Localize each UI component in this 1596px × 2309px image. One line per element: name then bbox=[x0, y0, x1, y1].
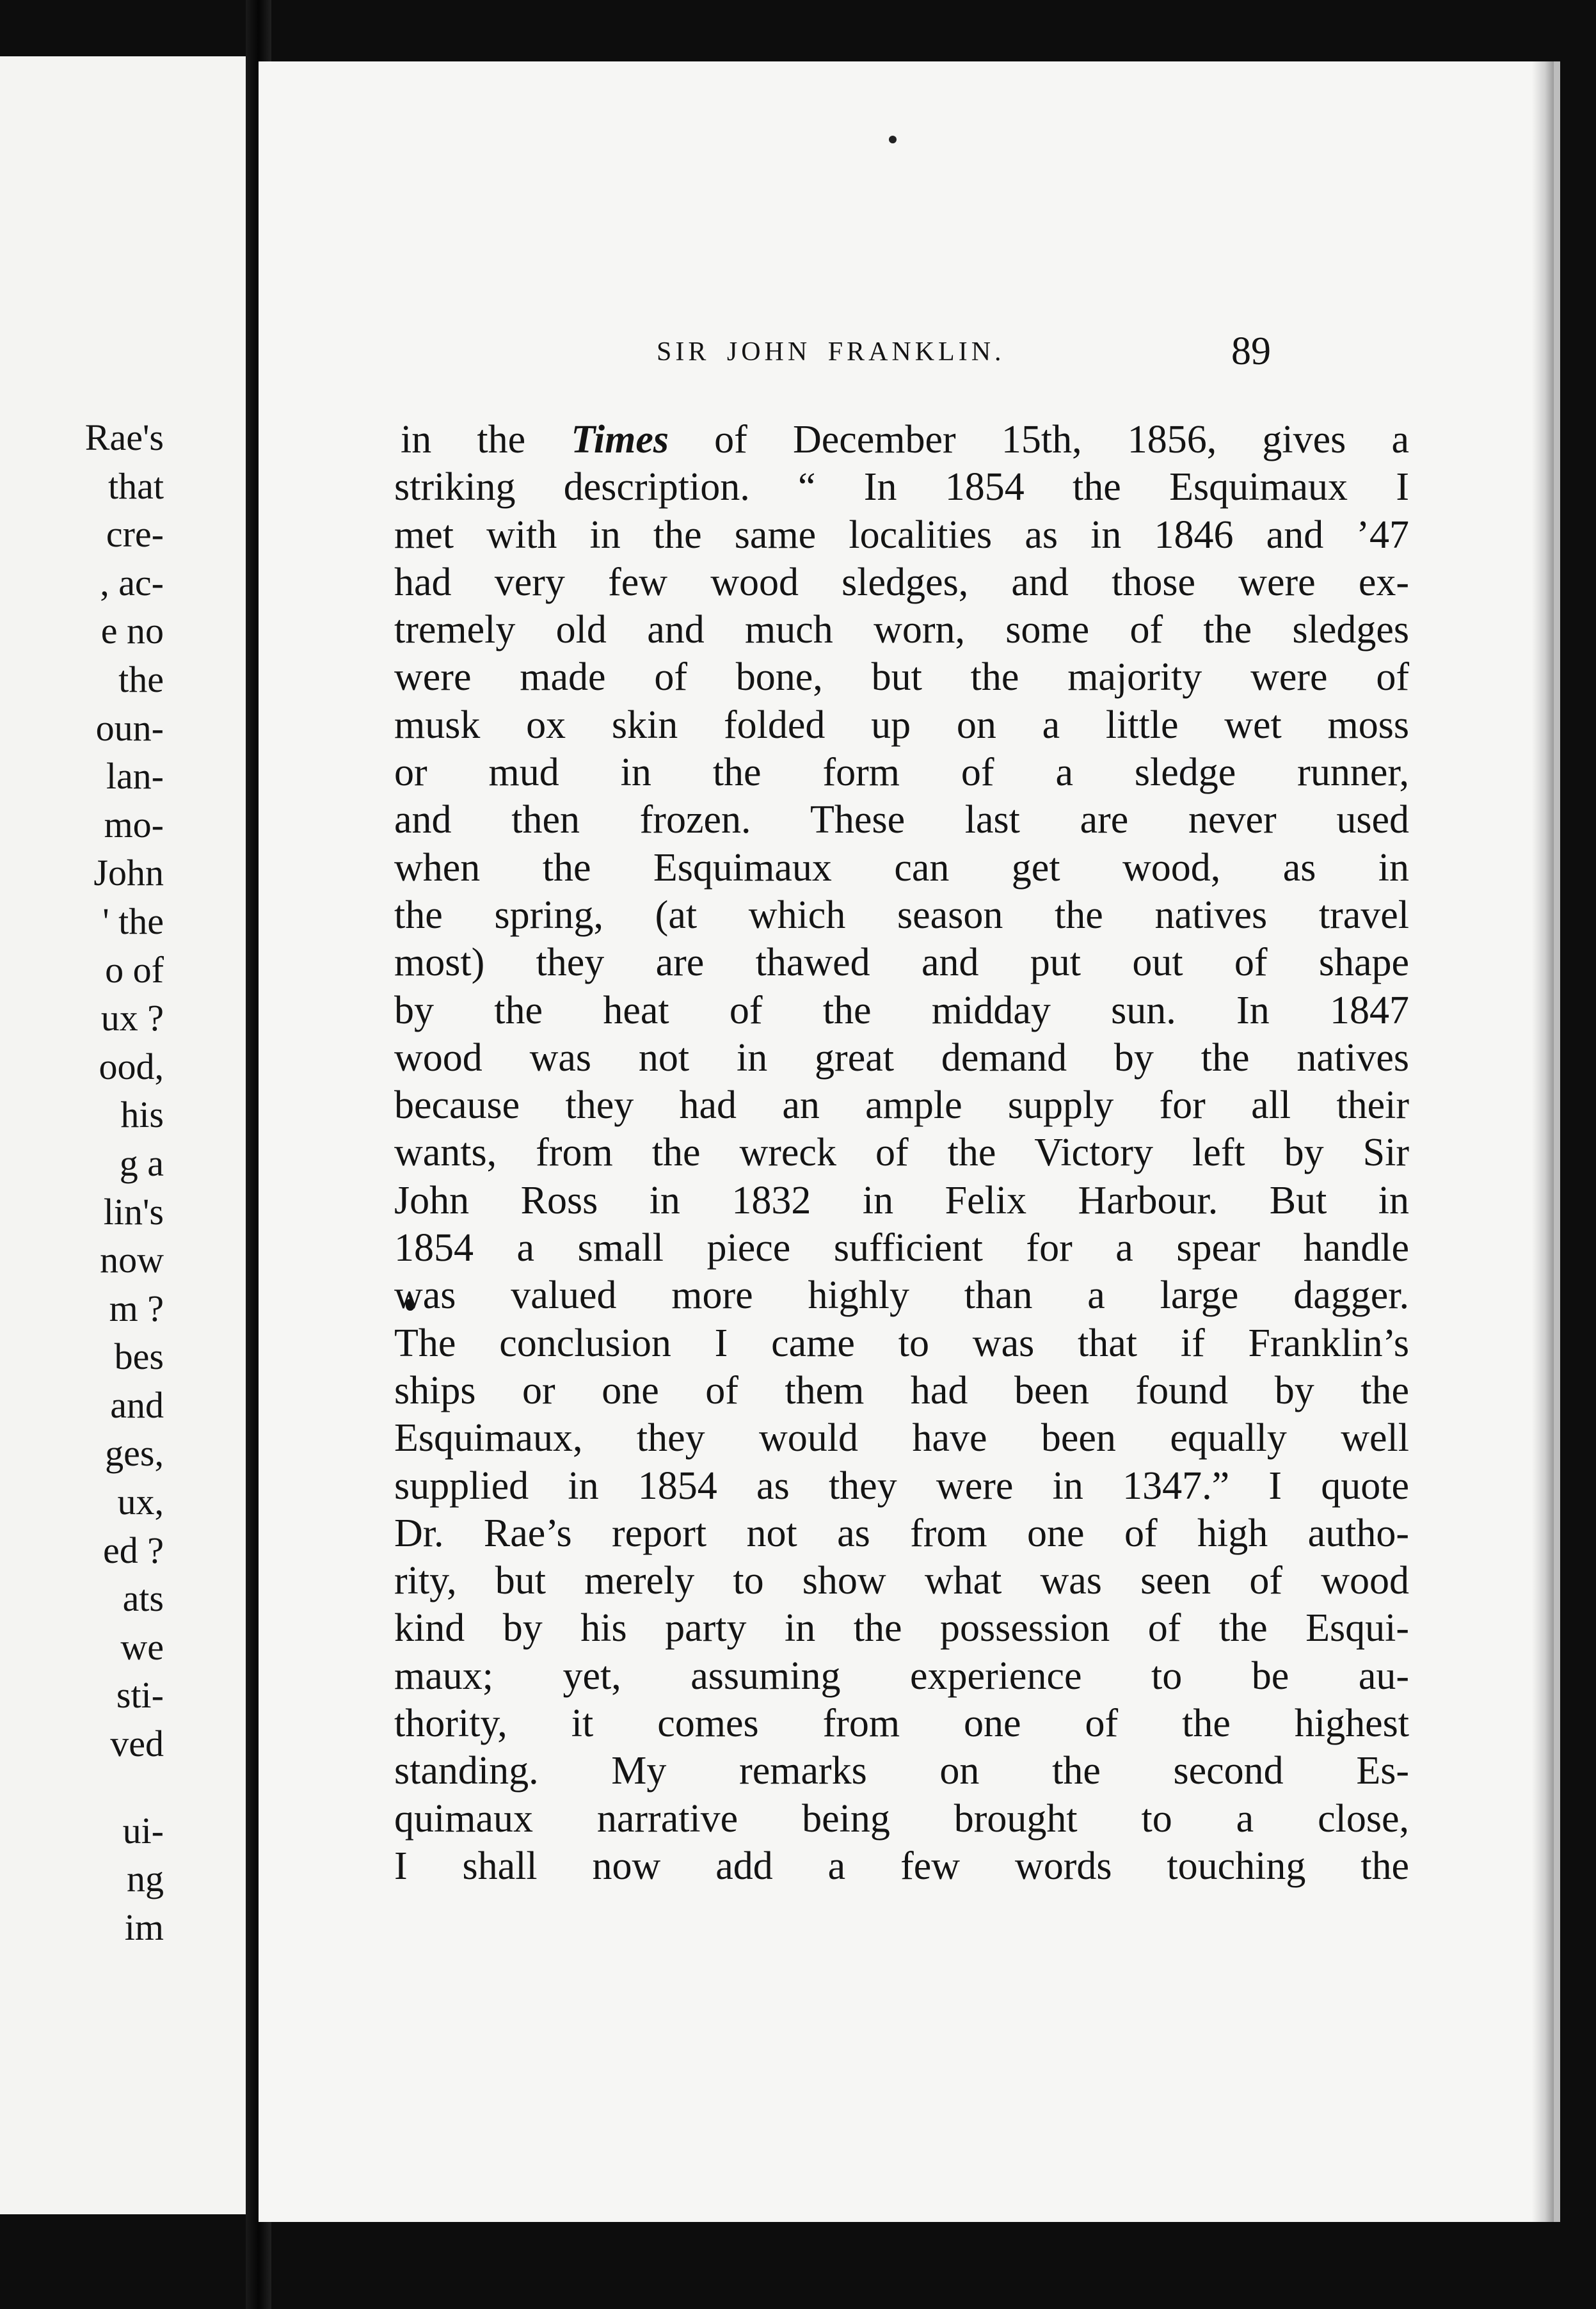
text-line bbox=[394, 416, 1409, 463]
text-line: was valued more highly than a large dagger. bbox=[394, 1274, 1409, 1318]
text-line: striking description. “ In 1854 the Esquimaux I bbox=[394, 465, 1409, 509]
left-fragment: and bbox=[110, 1384, 164, 1426]
text-line: Dr. Rae’s report not as from one of high autho- bbox=[394, 1511, 1409, 1555]
page-number: 89 bbox=[1231, 330, 1271, 373]
italic-title: Times bbox=[571, 418, 669, 461]
text-line: tremely old and much worn, some of the sledges bbox=[394, 608, 1409, 652]
text-line: or mud in the form of a sledge runner, bbox=[394, 751, 1409, 795]
text-line: John Ross in 1832 in Felix Harbour. But in bbox=[394, 1178, 1409, 1222]
left-fragment: sti- bbox=[116, 1674, 164, 1716]
left-fragment: ux ? bbox=[100, 997, 164, 1039]
text-line: the spring, (at which season the natives travel bbox=[394, 893, 1409, 937]
left-page bbox=[0, 56, 246, 2214]
left-fragment: John bbox=[93, 852, 164, 894]
left-fragment: o of bbox=[105, 948, 164, 991]
body-text bbox=[394, 416, 1409, 1890]
text-line: had very few wood sledges, and those were ex- bbox=[394, 560, 1409, 604]
left-fragment: cre- bbox=[106, 513, 164, 555]
left-fragment: we bbox=[120, 1626, 164, 1668]
left-fragment: that bbox=[108, 465, 164, 507]
left-fragment: ux, bbox=[117, 1481, 164, 1523]
text-line: I shall now add a few words touching the bbox=[394, 1844, 1409, 1888]
left-fragment: ui- bbox=[122, 1809, 164, 1851]
left-fragment-gap bbox=[85, 1768, 164, 1807]
text-line: standing. My remarks on the second Es- bbox=[394, 1749, 1409, 1793]
text-line: most) they are thawed and put out of shape bbox=[394, 941, 1409, 985]
page-edge-shadow bbox=[1532, 61, 1554, 2222]
left-fragment: mo- bbox=[104, 803, 164, 845]
text-line: supplied in 1854 as they were in 1347.” I quote bbox=[394, 1464, 1409, 1508]
text-fragment: in the bbox=[401, 418, 571, 461]
left-fragment: lin's bbox=[103, 1190, 164, 1233]
left-fragment: g a bbox=[119, 1142, 164, 1184]
text-line: maux; yet, assuming experience to be au- bbox=[394, 1654, 1409, 1698]
left-fragment: , ac- bbox=[100, 561, 164, 603]
text-fragment: of December 15th, 1856, gives a bbox=[668, 418, 1409, 461]
left-fragment: oun- bbox=[95, 707, 164, 749]
left-fragment: ood, bbox=[99, 1045, 164, 1087]
left-page-text-fragments bbox=[85, 413, 164, 1951]
left-fragment: the bbox=[118, 658, 164, 700]
right-page bbox=[259, 61, 1560, 2222]
left-fragment: Rae's bbox=[84, 417, 164, 458]
left-fragment: e no bbox=[100, 610, 164, 652]
text-line: musk ox skin folded up on a little wet moss bbox=[394, 703, 1409, 747]
text-line: wood was not in great demand by the natives bbox=[394, 1035, 1409, 1080]
left-fragment: bes bbox=[114, 1336, 164, 1378]
text-line: quimaux narrative being brought to a close, bbox=[394, 1796, 1409, 1841]
text-line: were made of bone, but the majority were of bbox=[394, 655, 1409, 699]
text-line: 1854 a small piece sufficient for a spear handle bbox=[394, 1226, 1409, 1270]
text-line: by the heat of the midday sun. In 1847 bbox=[394, 988, 1409, 1032]
left-fragment: ats bbox=[122, 1578, 164, 1620]
text-line: kind by his party in the possession of the Esqui- bbox=[394, 1606, 1409, 1650]
left-fragment: his bbox=[120, 1094, 164, 1136]
left-fragment: ed ? bbox=[103, 1529, 164, 1571]
left-fragment: ng bbox=[127, 1858, 164, 1900]
text-line: wants, from the wreck of the Victory left by Sir bbox=[394, 1131, 1409, 1175]
text-line: met with in the same localities as in 1846 and ’47 bbox=[394, 513, 1409, 557]
text-line: because they had an ample supply for all their bbox=[394, 1083, 1409, 1128]
left-fragment: now bbox=[100, 1239, 164, 1281]
left-fragment: ges, bbox=[105, 1432, 164, 1474]
left-fragment: ved bbox=[110, 1723, 164, 1765]
ink-dot bbox=[889, 136, 897, 143]
text-line: and then frozen. These last are never used bbox=[394, 798, 1409, 842]
left-fragment: m ? bbox=[109, 1287, 164, 1329]
text-line: rity, but merely to show what was seen of wood bbox=[394, 1559, 1409, 1603]
left-fragment: im bbox=[124, 1906, 164, 1948]
left-fragment: ' the bbox=[102, 900, 164, 942]
text-line: The conclusion I came to was that if Franklin’s bbox=[394, 1321, 1409, 1365]
running-head: SIR JOHN FRANKLIN. bbox=[657, 337, 1005, 367]
text-line: thority, it comes from one of the highest bbox=[394, 1702, 1409, 1746]
text-line: when the Esquimaux can get wood, as in bbox=[394, 845, 1409, 890]
left-fragment: lan- bbox=[106, 755, 164, 797]
text-line: ships or one of them had been found by the bbox=[394, 1368, 1409, 1412]
text-line: Esquimaux, they would have been equally well bbox=[394, 1416, 1409, 1460]
